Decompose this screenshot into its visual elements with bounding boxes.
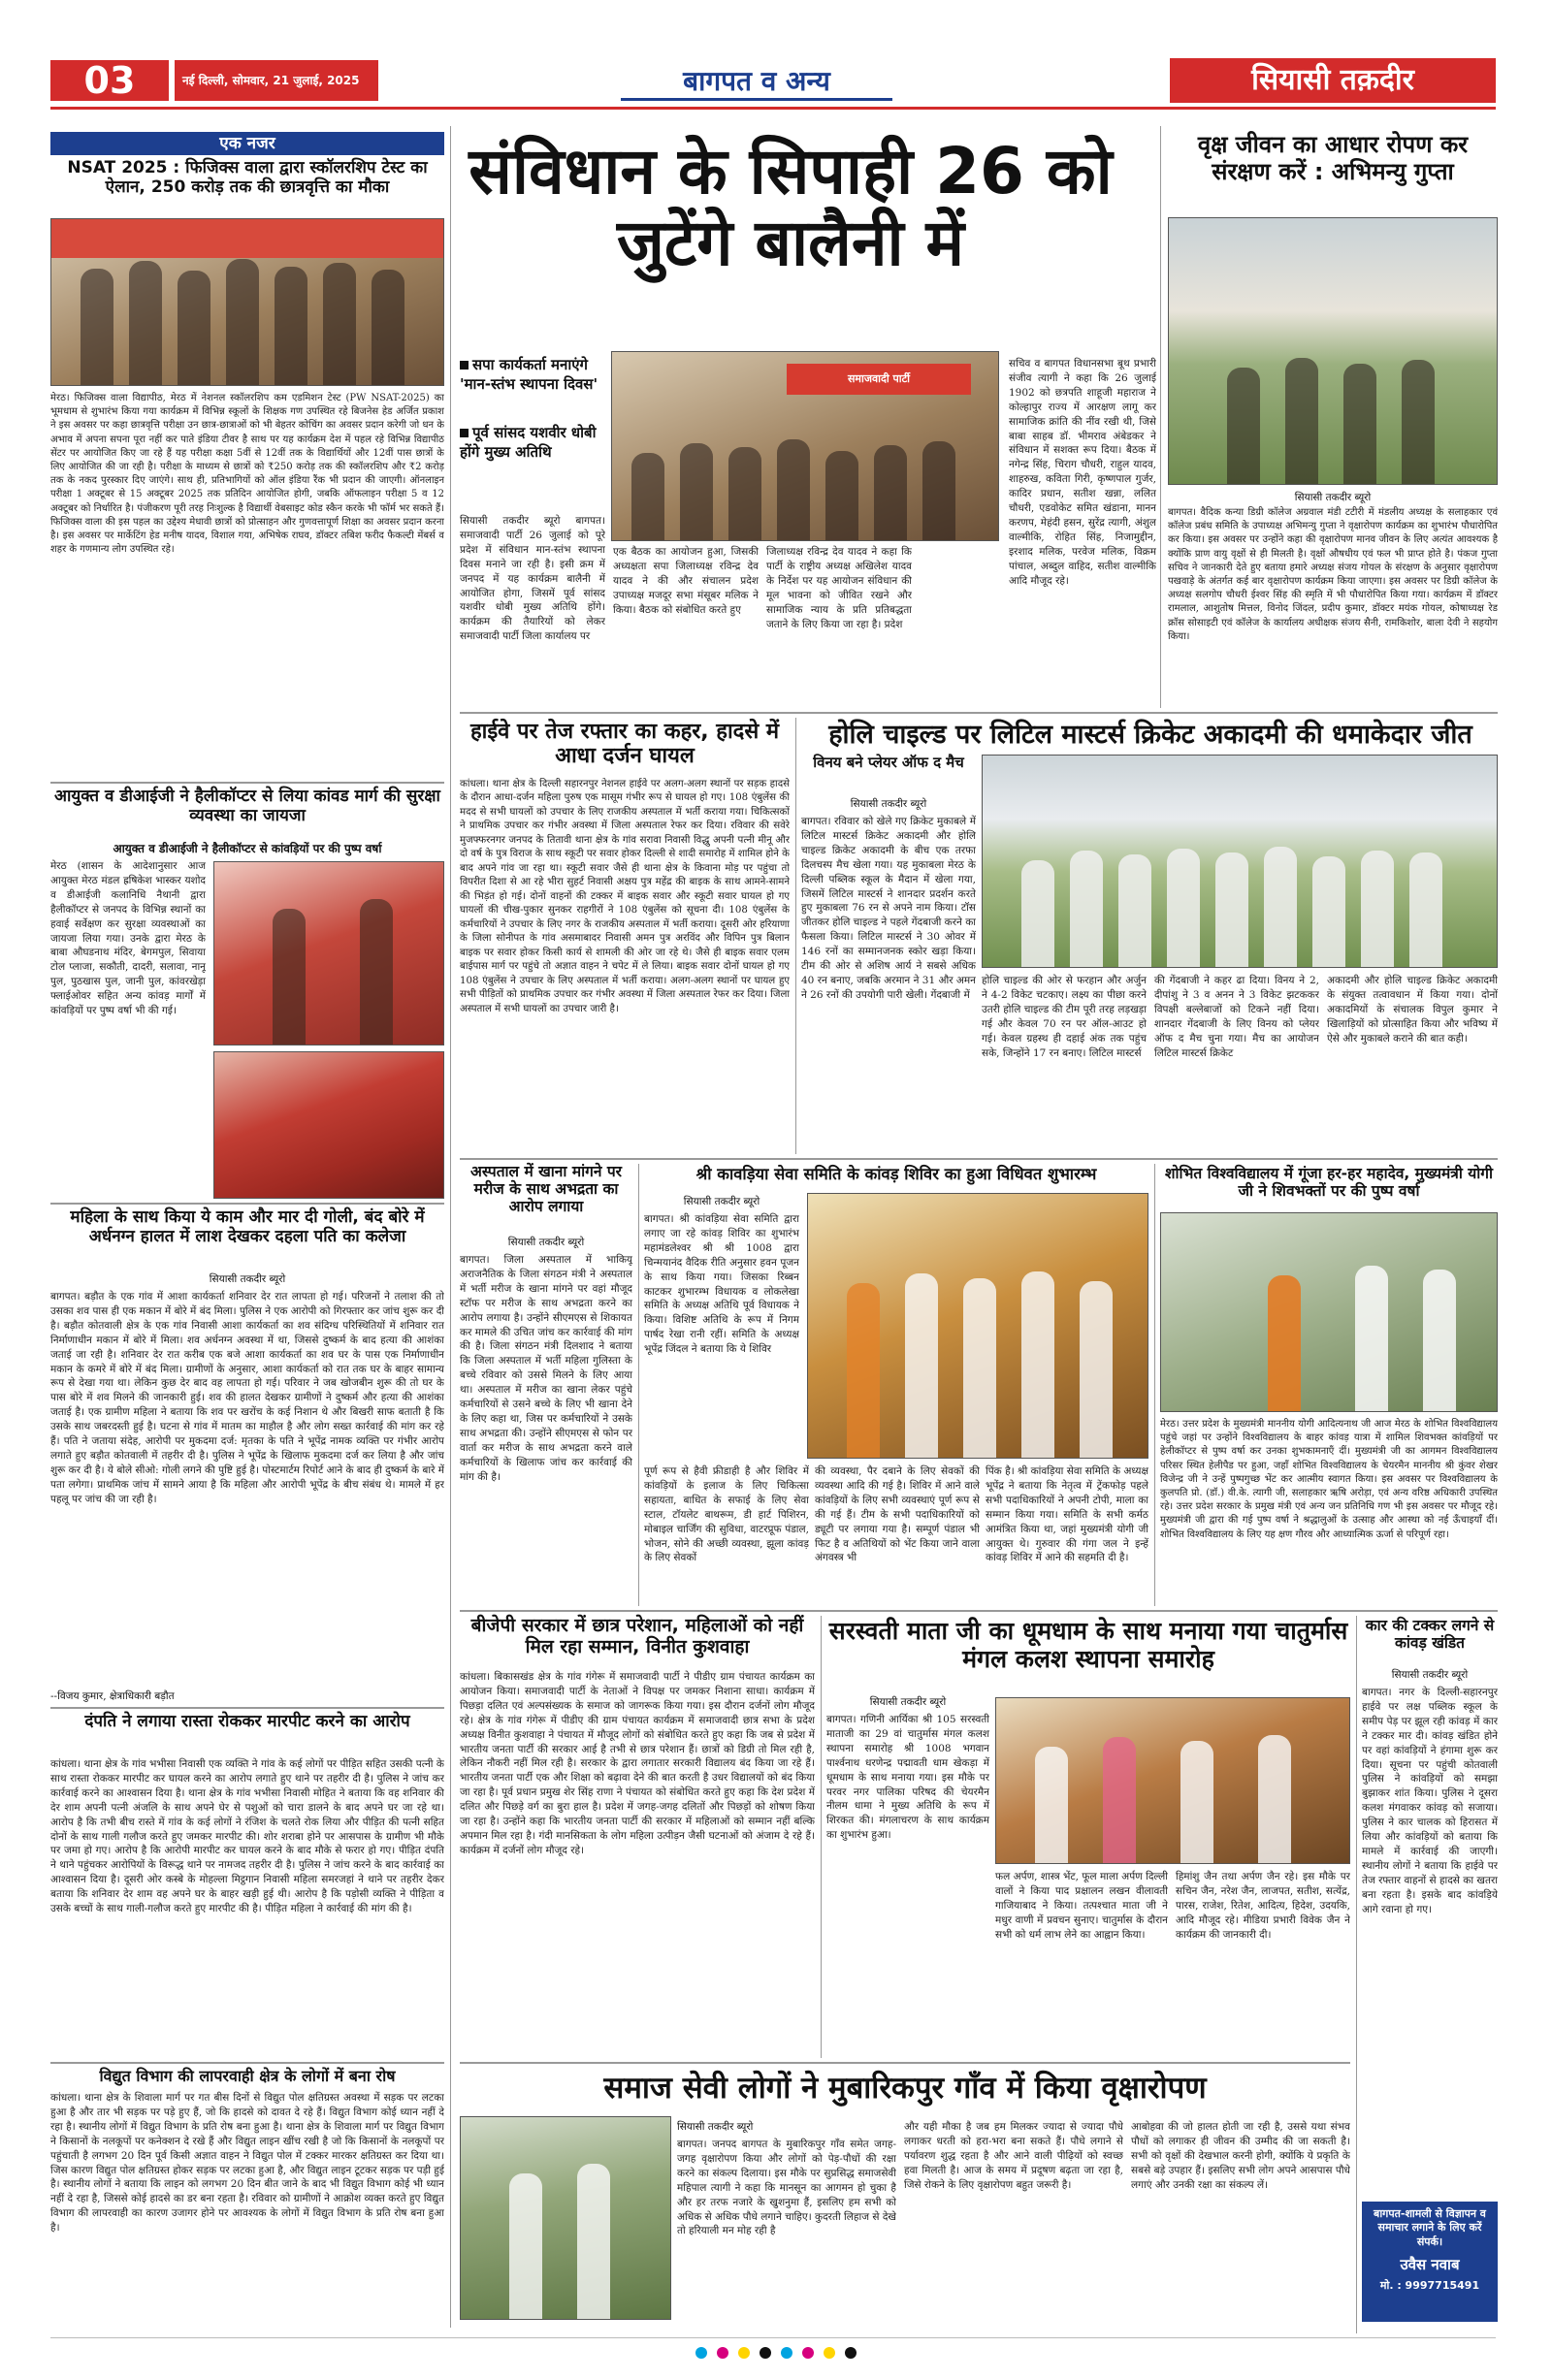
color-bar <box>194 2347 1358 2361</box>
bijli-body: कांधला। थाना क्षेत्र के शिवाला मार्ग पर गत बीस दिनों से विद्युत पोल क्षतिग्रस्त अवस्था में सड़क पर लटका हुआ है और तार भी सड़क पर पड़े हुए हैं, जो कि हादसे को दावत दे रहे हैं। विद्युत विभाग कोई ध्यान नहीं दे रहा है। स्थानीय लोगों में विद्युत विभाग के प्रति रोष बना हुआ है। थाना क्षेत्र के शिवाला मार्ग पर विद्युत विभाग ने किसानों के नलकूपों पर कनेक्शन दे रखे हैं और विद्युत लाइन खींच रखी है जो कि किसानों के नलकूपों पर पहुंचाती है लगभग 20 दिन पूर्व किसी अज्ञात वाहन ने विद्युत पोल में टक्कर मारकर क्षतिग्रस्त कर दिया था। जिस कारण विद्युत पोल क्षतिग्रस्त होकर सड़क पर लटका हुआ है, और विद्युत लाइन टूटकर सड़क पर पड़ी हुई है। स्थानीय लोगों ने बताया कि लाइन को लगभग 20 दिन बीत जाने के बाद भी विद्युत विभाग कोई भी ध्यान नहीं दे रहा है, जिससे कोई हादसे का डर बना रहता है। रविवार को ग्रामीणों ने आक्रोश व्यक्त करते हुए विद्युत विभाग की लापरवाही का कारण उजागर होने पर आवश्यक के लोगों में विद्युत विभाग के प्रति रोष बना हुआ है। <box>50 2092 444 2235</box>
saraswati-byline: सियासी तकदीर ब्यूरो <box>869 1696 947 1708</box>
lead-col-4: सचिव व बागपत विधानसभा बूथ प्रभारी संजीव त्यागी ने कहा कि 26 जुलाई 1902 को छत्रपति शाहूजी महाराज ने कोल्हापुर राज्य में आरक्षण लागू कर सामाजिक क्रांति की नींव रखी थी, जिसे बाबा साहब डॉ. भीमराव अंबेडकर ने संविधान में सशक्त रूप दिया। बैठक में नगेन्द्र सिंह, चिराग चौधरी, राहुल यादव, शाहरुख, कविता गिरी, कृष्णपाल गुर्जर, कादिर प्रधान, सतीश खन्ना, ललित चौधरी, एडवोकेट समित खंडाना, मानन करणप, मेहंदी हसन, सुरेंद्र त्यागी, अंशुल वाल्मीकि, रोहित सिंह, निजामुद्दीन, इरशाद मलिक, परवेज मलिक, विक्रम पांचाल, अब्दुल वाहिद, सतीश वाल्मीकि आदि मौजूद रहे। <box>1009 358 1156 587</box>
kanwad-seva-col-1: बागपत। श्री कांवड़िया सेवा समिति द्वारा लगाए जा रहे कांवड़ शिविर का शुभारंभ महामंडलेश्वर श्री श्री 1008 द्वारा चिन्मयानंद वैदिक रीति अनुसार हवन पूजन के साथ किया गया। जिसका रिब्बन काटकर शुभारम्भ विधायक व लोकलेखा समिति के अध्यक्ष अतिथि पूर्व विधायक ने किया। विशिष्ट अतिथि के रूप में निगम पार्षद रेखा रानी रहीं। समिति के अध्यक्ष भूपेंद्र जिंदल ने बताया कि ये शिविर <box>644 1213 799 1356</box>
vriksh-headline: वृक्ष जीवन का आधार रोपण कर संरक्षण करें : अभिमन्यु गुप्ता <box>1197 131 1469 185</box>
column-divider <box>821 1616 822 2058</box>
rule <box>460 712 1498 714</box>
cricket-col-4: अकादमी और होलि चाइल्ड क्रिकेट अकादमी के संयुक्त तत्वावधान में किया गया। दोनों अकादमियों के संचालक विपुल कुमार ने खिलाड़ियों को प्रोत्साहित किया और भविष्य में ऐसे और मुकाबले कराने की बात कही। <box>1327 975 1498 1045</box>
bjp-headline: बीजेपी सरकार में छात्र परेशान, महिलाओं को नहीं मिल रहा सम्मान, विनीत कुशवाहा <box>470 1615 804 1657</box>
aspatal-byline: सियासी तकदीर ब्यूरो <box>507 1237 585 1248</box>
saraswati-col-2: फल अर्पण, शास्त्र भेंट, फूल माला अर्पण दिल्ली वालों ने किया पाद प्रक्षालन लखन वीलावती गाजियाबाद ने किया। तत्पश्चात माता जी ने मधुर वाणी में प्रवचन सुनाए। चातुर्मास के दौरान सभी को धर्म लाभ लेने का आह्वान किया। <box>995 1871 1168 1941</box>
mahila-body: बागपत। बड़ौत के एक गांव में आशा कार्यकर्ता शनिवार देर रात लापता हो गई। परिजनों ने तलाश की तो उसका शव पास ही एक मकान में बोरे में बंद मिला। पुलिस ने एक आरोपी को गिरफ्तार कर जांच शुरू कर दी है। बड़ौत कोतवाली क्षेत्र के एक गांव निवासी आशा कार्यकर्ता का शव संदिग्ध परिस्थितियों में शनिवार रात निर्माणाधीन मकान में बोरे में मिला। शव अर्धनग्न अवस्था में था, जिससे दुष्कर्म के बाद हत्या की आशंका जताई जा रही है। शनिवार देर रात करीब एक बजे आशा कार्यकर्ता का शव घर के पास एक निर्माणाधीन मकान के कमरे में बोरे में बंद मिला। ग्रामीणों के अनुसार, आशा कार्यकर्ता को रात तक घर के बाहर सामान्य रूप से देखा गया था। लेकिन कुछ देर बाद वह लापता हो गई। परिवार ने जब खोजबीन शुरू की तो घर के पास बोरे में शव मिलने की जानकारी हुई। शव की हालत देखकर ग्रामीणों ने दुष्कर्म और हत्या की आशंका जताई है। एक ग्रामीण महिला ने बताया कि शव पर खरोंच के कई निशान थे और बिखरी साफ बताती है कि उसके साथ जबरदस्ती हुई है। घटना से गांव में मातम का माहौल है और लोग सख्त कार्रवाई की मांग कर रहे हैं। पति ने जताया संदेह, आरोपी पर मुकदमा दर्ज: मृतका के पति ने भूपेंद्र नामक व्यक्ति पर गंभीर आरोप लगाते हुए बड़ौत कोतवाली में तहरीर दी है। पुलिस ने भूपेंद्र के खिलाफ मुकदमा दर्ज कर लिया है और जांच शुरू कर दी है। ये बोले सीओ: गोली लगने की पुष्टि हुई है। पोस्टमार्टम रिपोर्ट आने के बाद ही दुष्कर्म के बारे में पता लगेगा। प्राथमिक जांच में सामने आया है कि महिला और आरोपी भूपेंद्र के बीच संबंध थे। मामले में हर पहलू पर जांच की जा रही है। <box>50 1291 444 1505</box>
lead-photo <box>611 351 999 541</box>
column-divider <box>1154 1164 1155 1606</box>
rule <box>50 2062 444 2064</box>
bijli-headline: विद्युत विभाग की लापरवाही क्षेत्र के लोगों में बना रोष <box>99 2067 396 2085</box>
page-number-box: 03 <box>50 60 169 101</box>
cricket-byline: सियासी तकदीर ब्यूरो <box>850 798 927 810</box>
samaj-col-2: और यही मौका है जब हम मिलकर ज्यादा से ज्यादा पौधे लगाकर धरती को हरा-भरा बना सकते हैं। पौधे लगाने से पर्यावरण शुद्ध रहता है और आने वाली पीढ़ियों को स्वच्छ हवा मिलती है। आज के समय में प्रदूषण बढ़ता जा रहा है, जिसे रोकने के लिए वृक्षारोपण बहुत जरूरी है। <box>904 2121 1123 2191</box>
aspatal-body: बागपत। जिला अस्पताल में भाकियू अराजनैतिक के जिला संगठन मंत्री ने अस्पताल में भर्ती मरीज के खाना मांगने पर वहां मौजूद स्टॉफ पर मरीज के साथ अभद्रता करने का आरोप लगाया है। उन्होंने सीएमएस से शिकायत कर मामले की उचित जांच कर कार्रवाई की मांग की है। जिला संगठन मंत्री दिलशाद ने बताया कि जिला अस्पताल में भर्ती महिला गुलिस्ता के बच्चे रविवार को उससे मिलने के लिए आया था। अस्पताल में मरीज का खाना लेकर पहुंचे कर्मचारियों से उसने बच्चे के लिए भी खाना देने के लिए कहा था, जिस पर कर्मचारियों ने उसके साथ अभद्रता की। उन्होंने सीएमएस से फोन पर वार्ता कर मरीज के साथ अभद्रता करने वाले कर्मचारियों के खिलाफ जांच कर कार्रवाई की मांग की है। <box>460 1254 632 1483</box>
saraswati-col-3: हिमांशु जैन तथा अर्पण जैन रहे। इस मौके पर सचिन जैन, नरेश जैन, लाजपत, सतीश, सत्येंद्र, पारस, राजेश, रितेश, आदित्य, हिदेश, उदयकि, आदि मौजूद रहे। मीडिया प्रभारी विवेक जैन ने कार्यक्रम की जानकारी दी। <box>1176 1871 1350 1941</box>
column-divider <box>450 126 451 2328</box>
helicopter-headline: आयुक्त व डीआईजी ने हैलीकॉप्टर से लिया कांवड मार्ग की सुरक्षा व्यवस्था का जायजा <box>54 787 440 825</box>
saraswati-col-1: बागपत। गणिनी आर्यिका श्री 105 सरस्वती माताजी का 29 वां चातुर्मास मंगल कलश स्थापना समारोह श्री 1008 भगवान पार्श्वनाथ धरणेन्द्र पद्मावती धाम खेकड़ा में धूमधाम के साथ मनाया गया। इस मौके पर परवर नगर पालिका परिषद की चेयरमैन नीलम धामा ने मुख्य अतिथि के रूप में शिरकत की। मंगलाचरण के साथ कार्यक्रम का शुभारंभ हुआ। <box>826 1714 989 1842</box>
rule <box>460 1158 1498 1160</box>
lead-bullet-2: पूर्व सांसद यशवीर धोबी होंगे मुख्य अतिथि <box>460 424 597 462</box>
lead-col-3: जिलाध्यक्ष रविन्द्र देव यादव ने कहा कि पार्टी के राष्ट्रीय अध्यक्ष अखिलेश यादव के निर्देश पर यह आयोजन संविधान की मूल भावना को जीवित रखने और सामाजिक न्याय के प्रति प्रतिबद्धता जताने के लिए किया जा रहा है। प्रदेश <box>766 546 912 630</box>
lead-col-2: एक बैठक का आयोजन हुआ, जिसकी अध्यक्षता सपा जिलाध्यक्ष रविन्द्र देव यादव ने की और संचालन प्रदेश उपाध्यक्ष मजदूर सभा मंसूबर मलिक ने किया। बैठक को संबोधित करते हुए <box>613 546 759 616</box>
ad-box <box>1362 2202 1498 2322</box>
mahila-byline: सियासी तकदीर ब्यूरो <box>209 1273 286 1285</box>
dateline: नई दिल्ली, सोमवार, 21 जुलाई, 2025 <box>175 60 378 101</box>
highway-headline: हाईवे पर तेज रफ्तार का कहर, हादसे में आधा दर्जन घायल <box>469 720 780 769</box>
rule <box>50 1203 444 1205</box>
mahila-signoff: --विजय कुमार, क्षेत्राधिकारी बड़ौत <box>50 1690 175 1702</box>
ek-nazar-body: मेरठ। फिजिक्स वाला विद्यापीठ, मेरठ में नेशनल स्कॉलरशिप कम एडमिशन टेस्ट (PW NSAT-2025) का भूमधाम से शुभारंभ किया गया कार्यक्रम में विभिन्न स्कूलों के शिक्षक गण उपस्थित रहे बिजनेस हेड अर्जित प्रकाश ने इस अवसर पर कहा छात्रवृत्ति परीक्षा उन छात्र-छात्राओं को भी बेहतर कोचिंग का अवसर प्रदान करेगी जो धन के अभाव में अपना सपना पूरा नहीं कर पाते इंडिया टीवर है साथ पर यह कार्यक्रम देश में पहल रहे विभिन्न विद्यापीठ सेंटर पर आयोजित किए जा रहे हैं यह परीक्षा कक्षा 5वीं से 12वीं तक के विद्यार्थियों और 12वीं पास छात्रों के लिए आयोजित की जा रही है। परीक्षा के माध्यम से छात्रों को ₹250 करोड़ तक की स्कॉलरशिप और ₹2 करोड़ तक के नकद पुरस्कार दिए जाएंगे। साथ ही, प्रतिभागियों को ऑल इंडिया रैंक भी प्रदान की जाएगी। ऑनलाइन परीक्षा 1 अक्टूबर से 15 अक्टूबर 2025 तक प्रतिदिन आयोजित होगी, जबकि ऑफलाइन परीक्षा 5 व 12 अक्टूबर को निर्धारित है। पंजीकरण पूरी तरह निःशुल्क है विद्यार्थी वेबसाइट कोड स्कैन करके भी फॉर्म भर सकते हैं। फिजिक्स वाला की इस पहल का उद्देश्य मेधावी छात्रों को प्रोत्साहन और गुणवत्तापूर्ण शिक्षा का अवसर प्रदान करना है। इस अवसर पर मार्केटिंग हेड मनीष यादव, विशाल गया, अभिषेक राघव, डॉक्टर तबिश फरीद फैकल्टी मेंबर्स व शहर के गणमान्य लोग उपस्थित रहे। <box>50 393 444 556</box>
flower-photo <box>213 1051 444 1199</box>
ad-name: उवैस नवाब <box>1400 2255 1460 2273</box>
car-headline: कार की टक्कर लगने से कांवड़ खंडित <box>1365 1617 1495 1652</box>
brand-box: सियासी तक़दीर <box>1170 58 1496 103</box>
car-byline: सियासी तकदीर ब्यूरो <box>1391 1669 1469 1681</box>
footer-rule <box>50 2337 1496 2338</box>
cricket-subhead: विनय बने प्लेयर ऑफ द मैच <box>813 754 964 771</box>
black-dot-icon <box>845 2347 857 2359</box>
column-divider <box>638 1164 639 1606</box>
bjp-body: कांधला। बिकासखंड क्षेत्र के गांव गंगेरू में समाजवादी पार्टी ने पीडीए ग्राम पंचायत कार्यक्रम का आयोजन किया। समाजवादी पार्टी के नेताओं ने विपक्ष पर जमकर निशाना साधा। कार्यक्रम में पिछड़ा दलित एवं अल्पसंख्यक के समाज को जागरूक किया गया। इस दौरान दर्जनों लोग मौजूद रहे। क्षेत्र के गांव गंगेरू में पीडीए की ग्राम पंचायत कार्यक्रम में समाजवादी छात्र सभा के प्रदेश अध्यक्ष विनीत कुशवाहा ने पंचायत में मौजूद लोगों को संबोधित करते हुए कहा कि जब से प्रदेश में भारतीय जनता पार्टी की सरकार आई है तभी से छात्र परेशान हैं। छात्रों को डिग्री तो मिल रही है, लेकिन नौकरी नहीं मिल रही है। सरकार के द्वारा लगातार सरकारी विद्यालय बंद किया जा रहे हैं। भारतीय जनता पार्टी एक और शिक्षा को बढ़ावा देने की बात करती है उधर विद्यालयों को बंद किया जा रहा है। पूर्व प्रधान प्रमुख शेर सिंह राणा ने पंचायत को संबोधित करते हुए कहा कि देश प्रदेश में दलित और पिछड़े वर्ग का बुरा हाल है। प्रदेश में जगह-जगह दलितों और पिछड़ों को शोषण किया जा रहा है। उन्होंने कहा कि भारतीय जनता पार्टी की सरकार में महिलाओं को सम्मान नहीं बल्कि अपमान मिल रहा है। गंदी मानसिकता के लोग महिला उत्पीड़न जैसी घटनाओं को अंजाम दे रहे हैं। कार्यक्रम में दर्जनों लोग मौजूद रहे। <box>460 1671 815 1856</box>
vriksh-photo <box>1168 217 1498 485</box>
dampati-headline: दंपति ने लगाया रास्ता रोककर मारपीट करने का आरोप <box>84 1712 410 1731</box>
magenta-dot-icon <box>717 2347 728 2359</box>
highway-body: कांधला। थाना क्षेत्र के दिल्ली सहारनपुर नेशनल हाईवे पर अलग-अलग स्थानों पर सड़क हादसे के दौरान आधा-दर्जन महिला पुरुष एक मासूम गंभीर रूप से घायल हो गए। 108 एंबुलेंस की मदद से सभी घायलों को उपचार के लिए राजकीय अस्पताल में भर्ती कराया गया। चिकित्सकों ने प्राथमिक उपचार कर गंभीर अवस्था में जिला अस्पताल रेफर कर दिया। रविवार की सवेरे मुजफ्फरनगर जनपद के तितावी थाना क्षेत्र के गांव सरावा निवासी विद्धु अपनी पत्नी मीनू और दो वर्ष के पुत्र विराज के साथ स्कूटी पर सवार होकर दिल्ली से शादी समारोह में शामिल होने के बाद अपने गांव जा रहा था। स्कूटी सवार जैसे ही थाना क्षेत्र के किवाना मोड़ पर पहुंचा तो विपरीत दिशा से आ रहे भीरा सुहर्ट निवासी अक्षय पुत्र महेंद्र की बाइक के साथ आमने-सामने की भिड़ंत हो गई। दोनों वाहनों की टक्कर में बाइक सवार और स्कूटी सवार घायल हो गए घायलों की चीख-पुकार सुनकर राहगीरों ने 108 एंबुलेंस को सूचना दी। 108 एंबुलेंस के कर्मचारियों ने उपचार के लिए नगर के राजकीय अस्पताल में भर्ती कराया। दूसरी ओर हरियाणा के जिला सोनीपत के गांव असमाबादर निवासी अमन पुत्र अरविंद और विपिन पुत्र बिलान बाइक पर सवार होकर किसी कार्य से शामली की ओर जा रहे थे। जैसे ही बाइक सवार एलम बाईपास मार्ग पर पहुंचे तो अज्ञात वाहन ने चपेट में ले लिया। बाइक सवार दोनों घायल हो गए 108 एंबुलेंस ने उपचार के लिए अस्पताल में भर्ती कराया। अलग-अलग स्थानों पर घायल हुए सभी पीड़ितों को प्राथमिक उपचार कर गंभीर अवस्था में जिला अस्पताल रेफर कर दिया। जिला अस्पताल में सभी घायलों का उपचार जारी है। <box>460 779 790 1014</box>
ad-text: बागपत-शामली से विज्ञापन व समाचार लगाने के लिए करें संपर्क। <box>1374 2207 1486 2248</box>
nsat-banner <box>51 219 444 258</box>
cricket-col-2: होलि चाइल्ड की ओर से फरहान और अर्जुन ने 4-2 विकेट चटकाए। लक्ष्य का पीछा करने उतरी होलि चाइल्ड की टीम पूरी तरह लड़खड़ा गई और केवल 70 रन पर ऑल-आउट हो गई। केवल ग्रहस्थ ही दहाई अंक तक पहुंच सके, जिन्होंने 17 रन बनाए। लिटिल मास्टर्स <box>982 975 1147 1059</box>
kanwad-seva-col-2: पूर्ण रूप से हैवी फ्रीडाही है और शिविर में कांवड़ियों के इलाज के लिए चिकित्सा सहायता, बाधित के सफाई के लिए सेवा स्टाल, टॉयलेट बाथरूम, डी हार्ट पिशिरन, मोबाइल चार्जिंग की सुविधा, वाटरप्रूफ पंडाल, भोजन, सोने की अच्छी व्यवस्था, झूला कांवड़ के लिए सेवकों <box>644 1465 809 1564</box>
cricket-photo <box>982 755 1498 968</box>
rule <box>460 2062 1350 2064</box>
cyan-dot-icon <box>695 2347 707 2359</box>
lead-headline: संविधान के सिपाही 26 को जुटेंगे बालैनी में <box>469 134 1113 280</box>
cricket-headline: होलि चाइल्ड पर लिटिल मास्टर्स क्रिकेट अकादमी की धमाकेदार जीत <box>828 720 1472 750</box>
vriksh-byline: सियासी तकदीर ब्यूरो <box>1294 492 1372 503</box>
masthead <box>0 0 1552 114</box>
rule <box>50 1707 444 1709</box>
lead-bullet-1: सपा कार्यकर्ता मनाएंगे 'मान-स्तंभ स्थापना दिवस' <box>460 356 598 394</box>
ek-nazar-label: एक नजर <box>50 132 444 155</box>
kanwad-seva-photo <box>807 1193 1148 1459</box>
section-title: बागपत व अन्य <box>621 62 892 101</box>
black-dot-icon <box>760 2347 771 2359</box>
saraswati-headline: सरस्वती माता जी का धूमधाम के साथ मनाया गया चातुर्मास मंगल कलश स्थापना समारोह <box>828 1617 1348 1673</box>
cyan-dot-icon <box>781 2347 792 2359</box>
kanwad-seva-byline: सियासी तकदीर ब्यूरो <box>683 1196 760 1207</box>
sp-banner: समाजवादी पार्टी <box>787 364 971 395</box>
column-divider <box>795 718 796 1154</box>
samaj-photo <box>460 2116 671 2320</box>
aspatal-headline: अस्पताल में खाना मांगने पर मरीज के साथ अभद्रता का आरोप लगाया <box>470 1163 622 1215</box>
saraswati-photo <box>995 1697 1350 1864</box>
helicopter-subhead: आयुक्त व डीआईजी ने हैलीकॉप्टर से कांवड़ियों पर की पुष्प वर्षा <box>113 842 382 855</box>
kanwad-seva-col-4: पिंक है। श्री कांवड़िया सेवा समिति के अध्यक्ष भूपेंद्र ने बताया कि नेतृत्व में ट्रेंकफोड़ पहले सभी पदाधिकारियों ने अपनी टोपी, माला का सम्मान किया गया। समिति के सभी कर्मठ आमंत्रित किया था, जहां मुख्यमंत्री योगी जी आयुक्त थे। गुरुवार की गंगा जल ने इन्हें कांवड़ शिविर में आने की सहमति दी है। <box>986 1465 1148 1564</box>
samaj-byline: सियासी तकदीर ब्यूरो <box>677 2121 754 2133</box>
car-body: बागपत। नगर के दिल्ली-सहारनपुर हाईवे पर लक्ष पब्लिक स्कूल के समीप पेड़ पर झूल रही कांवड़ में कार ने टक्कर मार दी। कांवड़ खंडित होने पर वहां कांवड़ियों ने हंगामा शुरू कर दिया। सूचना पर पहुंची कोतवाली पुलिस ने कांवड़ियों को समझा बुझाकर शांत किया। पुलिस ने दूसरा कलश मंगवाकर कांवड़ को सजाया। पुलिस ने कार चालक को हिरासत में लिया और कांवड़ियों को बताया कि मामले में कार्रवाई की जाएगी। स्थानीय लोगों ने बताया कि हाईवे पर तेज रफ्तार वाहनों से हादसे का खतरा बना रहता है। इसके बाद कांवड़िये आगे रवाना हो गए। <box>1362 1687 1498 1915</box>
yellow-dot-icon <box>824 2347 835 2359</box>
samaj-headline: समाज सेवी लोगों ने मुबारिकपुर गाँव में किया वृक्षारोपण <box>603 2071 1207 2106</box>
lead-col-1: सियासी तकदीर ब्यूरो बागपत। समाजवादी पार्टी 26 जुलाई को पूरे प्रदेश में संविधान मान-स्तंभ स्थापना दिवस मनाने जा रही है। इसी क्रम में जनपद में यह कार्यक्रम बालैनी में आयोजित होगा, जिसमें पूर्व सांसद यशवीर धोबी मुख्य अतिथि होंगे। कार्यक्रम की तैयारियों को लेकर समाजवादी पार्टी जिला कार्यालय पर <box>460 515 605 643</box>
masthead-rule <box>50 107 1496 110</box>
cricket-col-3: की गेंदबाजी ने कहर ढा दिया। विनय ने 2, दीपांशु ने 3 व अनन ने 3 विकेट झटककर विपक्षी बल्लेबाजों को टिकने नहीं दिया। शानदार गेंदबाजी के लिए विनय को प्लेयर ऑफ द मैच चुना गया। मैच का आयोजन लिटिल मास्टर्स क्रिकेट <box>1154 975 1319 1059</box>
mahila-headline: महिला के साथ किया ये काम और मार दी गोली, बंद बोरे में अर्धनग्न हालत में लाश देखकर दहला पति का कलेजा <box>70 1207 425 1246</box>
samaj-col-3: आबोहवा की जो हालत होती जा रही है, उससे यथा संभव पौधों को लगाकर ही जीवन की उम्मीद की जा सकती है। सभी को वृक्षों की देखभाल करनी होगी, क्योंकि ये प्रकृति के सबसे बड़े उपहार हैं। इसलिए सभी लोग अपने आसपास पौधे लगाएं और उनकी रक्षा का संकल्प लें। <box>1131 2121 1350 2191</box>
samaj-col-1: बागपत। जनपद बागपत के मुबारिकपुर गाँव समेत जगह-जगह वृक्षारोपण किया और लोगों को पेड़-पौधों की रक्षा करने का संकल्प दिलाया। इस मौके पर सुप्रसिद्ध समाजसेवी महिपाल त्यागी ने कहा कि मानसून का आगमन हो चुका है और हर तरफ नजारे के खुशनुमा हैं, इसलिए हम सभी को अधिक से अधिक पौधे लगाने चाहिए। कुदरती लिहाज से देखे तो हरियाली मन मोह रही है <box>677 2139 896 2237</box>
yellow-dot-icon <box>738 2347 750 2359</box>
magenta-dot-icon <box>802 2347 814 2359</box>
ek-nazar-headline: NSAT 2025 : फिजिक्स वाला द्वारा स्कॉलरशिप टेस्ट का ऐलान, 250 करोड़ तक की छात्रवृत्ति का मौका <box>67 158 428 197</box>
bullet-square-icon <box>460 429 469 437</box>
helicopter-photo <box>213 861 444 1045</box>
vriksh-body: बागपत। वैदिक कन्या डिग्री कॉलेज अग्रवाल मंडी टटीरी में मंडलीय अध्यक्ष के सलाहकार एवं कॉलेज प्रबंध समिति के उपाध्यक्ष अभिमन्यु गुप्ता ने वृक्षारोपण कार्यक्रम का शुभारंभ पौधारोपित कर किया। इस अवसर पर उन्होंने कहा की वृक्षारोपण मानव जीवन के लिए अत्यंत आवश्यक है क्योंकि प्राण वायु वृक्षों से ही मिलती है। वृक्षों औषधीय एवं फल भी प्राप्त होते है। पंकज गुप्ता सचिव ने जानकारी देते हुए बताया हमारे अध्यक्ष संजय गोयल के संरक्षण के अनुसार वृक्षारोपण पखवाड़े के अंतर्गत कई बार वृक्षारोपण कार्यक्रम किया जाएगा। इस अवसर पर डिग्री कॉलेज के अध्यक्ष सलगोप चौधरी ईश्वर सिंह की स्मृति में भी पौधारोपित किया गया। कार्यक्रम में डॉक्टर रामलाल, आशुतोष मित्तल, विनोद जिंदल, प्रदीप कुमार, डॉक्टर मयंक गोयल, कोषाध्यक्ष रेड क्रॉस सोसाइटी एवं कॉलेज के कार्यालय अधीक्षक संजय सैनी, रामकिशोर, बाला देवी ने सहयोग किया। <box>1168 507 1498 642</box>
column-divider <box>1356 1616 1357 2333</box>
yogi-body: मेरठ। उत्तर प्रदेश के मुख्यमंत्री माननीय योगी आदित्यनाथ जी आज मेरठ के शोभित विश्वविद्यालय पहुंचे जहां पर उन्होंने विश्वविद्यालय के बाहर कांवड़ यात्रा में शामिल शिवभक्त कांवड़ियों पर हेलीकॉप्टर से पुष्प वर्षा कर उनका शुभकामनाएँ दीं। मुख्यमंत्री जी का आगमन विश्वविद्यालय परिसर स्थित हेलीपैड पर हुआ, जहाँ शोभित विश्वविद्यालय के चेयरमैन माननीय श्री कुंवर शेखर विजेन्द्र जी ने उन्हें पुष्पगुच्छ भेंट कर आत्मीय स्वागत किया। इस अवसर पर विश्वविद्यालय के कुलपति प्रो. (डॉ.) वी.के. त्यागी जी, सलाहकार ऋषि अरोड़ा, एवं अन्य वरिष्ठ अधिकारी उपस्थित रहे। उत्तर प्रदेश सरकार के प्रमुख मंत्री एवं अन्य जन प्रतिनिधि गण भी इस अवसर पर मौजूद रहे। मुख्यमंत्री जी द्वारा की गई पुष्प वर्षा ने श्रद्धालुओं के उत्साह और आस्था को नई ऊँचाइयाँ दीं। शोभित विश्वविद्यालय के लिए यह क्षण गौरव और आध्यात्मिक ऊर्जा से परिपूर्ण रहा। <box>1160 1419 1498 1540</box>
kanwad-seva-headline: श्री कावड़िया सेवा समिति के कांवड़ शिविर का हुआ विधिवत शुभारम्भ <box>695 1165 1097 1183</box>
helicopter-body: मेरठ (शासन के आदेशानुसार आज आयुक्त मेरठ मंडल ह्रषिकेश भास्कर यशोद व डीआईजी कलानिधि नैथानी द्वारा हैलीकॉप्टर से जनपद के विभिन्न स्थानों का हवाई सर्वेक्षण कर सुरक्षा व्यवस्थाओं का जायजा लिया गया। उनके द्वारा मेरठ के बाबा औघडनाथ मंदिर, बेगमपुल, सिवाया टोल प्लाजा, सकौती, दादरी, सलावा, नानू पुल, पुठखास पुल, जानी पुल, कांवरखेड़ा फ्लाईओवर सहित अन्य कांवड़ मार्गों में कांवड़ियों पर पुष्प वर्षा भी की गई। <box>50 860 206 1017</box>
kanwad-seva-col-3: की व्यवस्था, पैर दबाने के लिए सेवकों की व्यवस्था आदि की गई है। शिविर में आने वाले कांवड़ियों के लिए सभी व्यवस्थाएं पूर्ण रूप से की गई हैं। टीम के सभी पदाधिकारियों को ड्यूटी पर लगाया गया है। सम्पूर्ण पंडाल भी फिट है व अतिथियों को भेंट किया जाने वाला अंगवस्त्र भी <box>815 1465 980 1564</box>
ek-nazar-photo <box>50 218 444 386</box>
dampati-body: कांधला। थाना क्षेत्र के गांव भभीसा निवासी एक व्यक्ति ने गांव के कई लोगों पर पीड़ित सहित उसकी पत्नी के साथ रास्ता रोककर मारपीट कर घायल करने का आरोप लगाते हुए थाने पर तहरीर दी है। पुलिस ने जांच कर कार्रवाई करने का आश्वासन दिया है। थाना क्षेत्र के गांव भभीसा निवासी मोहित ने बताया कि वह शनिवार की देर शाम अपनी पत्नी अंजलि के साथ अपने घेर से पशुओं को चारा डालने के बाद अपने घर जा रहे था। आरोप है कि तभी बीच रास्ते में गांव के कई लोगों ने रंजिश के चलते रोक लिया और पीड़ित की पत्नी सहित दोनों के साथ गाली गलौज करते हुए जमकर मारपीट की। शोर शराबा होने पर आसपास के ग्रामीण भी मौके पर जमा हो गए। आरोप है कि आरोपी मारपीट कर घायल करने के बाद मौके से फरार हो गए। पीड़ित दंपति ने थाने पहुंचकर आरोपियों के विरूद्ध थाने पर नामजद तहरीर दी है। पुलिस ने जांच करने के बाद कार्रवाई का आश्वासन दिया है। दूसरी ओर कस्बे के मोहल्ला मिट्ठगान निवासी महिला समरजहां ने थाने पर तहरीर देकर बताया कि शनिवार देर शाम वह अपने घर के बाहर खड़ी हुई थी। आरोप है कि पड़ोसी व्यक्ति ने पीड़िता व उसके बच्चों के साथ गाली-गलौज करते हुए मारपीट की है। पीड़ित महिला ने कार्रवाई की मांग की है। <box>50 1758 444 1915</box>
rule <box>460 1610 1498 1612</box>
cricket-col-1: बागपत। रविवार को खेले गए क्रिकेट मुकाबले में लिटिल मास्टर्स क्रिकेट अकादमी और होलि चाइल्ड क्रिकेट अकादमी के बीच एक तरफा दिलचस्प मैच खेला गया। यह मुकाबला मेरठ के दिल्ली पब्लिक स्कूल के मैदान में खेला गया, जिसमें लिटिल मास्टर्स ने शानदार प्रदर्शन करते हुए मुकाबला 76 रन से अपने नाम किया। टॉस जीतकर होलि चाइल्ड ने पहले गेंदबाजी करने का फैसला किया। लिटिल मास्टर्स ने 30 ओवर में 146 रनों का सम्मानजनक स्कोर खड़ा किया। टीम की ओर से अशिष आर्य ने सबसे अधिक 40 रन बनाए, जबकि अरमान ने 31 और अमन ने 26 रनों की उपयोगी पारी खेली। गेंदबाजी में <box>801 816 976 1001</box>
rule <box>50 782 444 784</box>
yogi-photo <box>1160 1212 1498 1412</box>
column-divider <box>1160 126 1161 708</box>
ad-phone: मो. : 9997715491 <box>1379 2278 1480 2292</box>
yogi-headline: शोभित विश्वविद्यालय में गूंजा हर-हर महादेव, मुख्यमंत्री योगी जी ने शिवभक्तों पर की पुष्प वर्षा <box>1164 1165 1494 1200</box>
bullet-square-icon <box>460 361 469 370</box>
